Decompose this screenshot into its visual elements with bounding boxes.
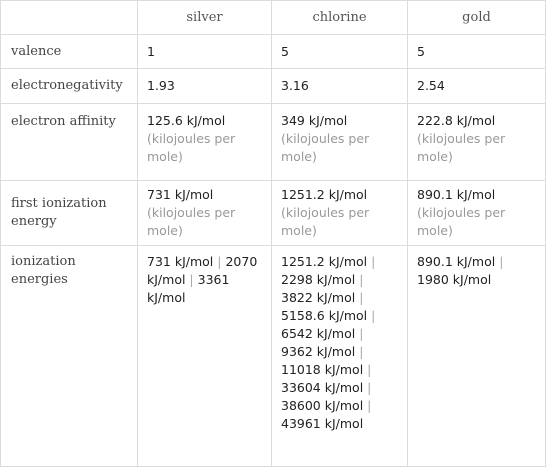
electronegativity-gold: 2.54 (408, 69, 546, 104)
unit-note: (kilojoules per mole) (281, 131, 370, 164)
table-row-electronegativity (1, 69, 546, 104)
ionization-energy-value: 9362 kJ/mol (281, 344, 356, 359)
ionization-energies-silver (138, 246, 272, 467)
first-ionization-chlorine (272, 181, 408, 246)
row-label-electron-affinity: electron affinity (1, 104, 138, 181)
ionization-energy-value: 5158.6 kJ/mol (281, 308, 368, 323)
separator: | (359, 290, 364, 305)
separator: | (371, 308, 376, 323)
ionization-energy-value: 38600 kJ/mol (281, 398, 364, 413)
electron-affinity-gold (408, 104, 546, 181)
separator: | (359, 344, 364, 359)
ionization-energy-value: 11018 kJ/mol (281, 362, 364, 377)
first-ionization-gold (408, 181, 546, 246)
unit-note: (kilojoules per mole) (147, 131, 236, 164)
ionization-energy-value: 2298 kJ/mol (281, 272, 356, 287)
ionization-energy-value: 1251.2 kJ/mol (281, 254, 368, 269)
separator: | (217, 254, 222, 269)
ionization-energy-value: 731 kJ/mol (147, 254, 214, 269)
table-row-electron-affinity (1, 104, 546, 181)
unit-note: (kilojoules per mole) (417, 131, 506, 164)
header-blank (1, 1, 138, 35)
electronegativity-silver: 1.93 (138, 69, 272, 104)
ionization-energy-value: 3361 kJ/mol (147, 272, 230, 305)
separator: | (499, 254, 504, 269)
valence-silver: 1 (138, 35, 272, 69)
separator: | (367, 398, 372, 413)
ionization-energy-value: 6542 kJ/mol (281, 326, 356, 341)
unit-note: (kilojoules per mole) (147, 205, 236, 238)
ionization-energy-value: 33604 kJ/mol (281, 380, 364, 395)
ionization-energies-chlorine (272, 246, 408, 467)
row-label-ionization-energies: ionization energies (1, 246, 138, 467)
separator: | (371, 254, 376, 269)
unit-note: (kilojoules per mole) (417, 205, 506, 238)
ionization-energies-gold (408, 246, 546, 467)
ionization-energy-value: 890.1 kJ/mol (417, 254, 496, 269)
ionization-energy-value: 1980 kJ/mol (417, 272, 492, 287)
ionization-energy-value: 2070 kJ/mol (147, 254, 258, 287)
value: 125.6 kJ/mol (147, 113, 226, 128)
electron-affinity-silver (138, 104, 272, 181)
header-row (1, 1, 546, 35)
table-row-ionization-energies (1, 246, 546, 467)
value: 731 kJ/mol (147, 187, 214, 202)
electron-affinity-chlorine (272, 104, 408, 181)
first-ionization-silver (138, 181, 272, 246)
row-label-electronegativity: electronegativity (1, 69, 138, 104)
value: 1251.2 kJ/mol (281, 187, 368, 202)
row-label-valence: valence (1, 35, 138, 69)
header-chlorine: chlorine (272, 1, 408, 35)
valence-chlorine: 5 (272, 35, 408, 69)
separator: | (367, 362, 372, 377)
electronegativity-chlorine: 3.16 (272, 69, 408, 104)
header-gold: gold (408, 1, 546, 35)
separator: | (189, 272, 194, 287)
value: 890.1 kJ/mol (417, 187, 496, 202)
separator: | (359, 272, 364, 287)
value: 222.8 kJ/mol (417, 113, 496, 128)
table-row-valence (1, 35, 546, 69)
separator: | (367, 380, 372, 395)
separator: | (359, 326, 364, 341)
row-label-first-ionization-energy: first ionization energy (1, 181, 138, 246)
value: 349 kJ/mol (281, 113, 348, 128)
unit-note: (kilojoules per mole) (281, 205, 370, 238)
ionization-energy-value: 3822 kJ/mol (281, 290, 356, 305)
table-row-first-ionization-energy (1, 181, 546, 246)
header-silver: silver (138, 1, 272, 35)
valence-gold: 5 (408, 35, 546, 69)
ionization-energy-value: 43961 kJ/mol (281, 416, 364, 431)
